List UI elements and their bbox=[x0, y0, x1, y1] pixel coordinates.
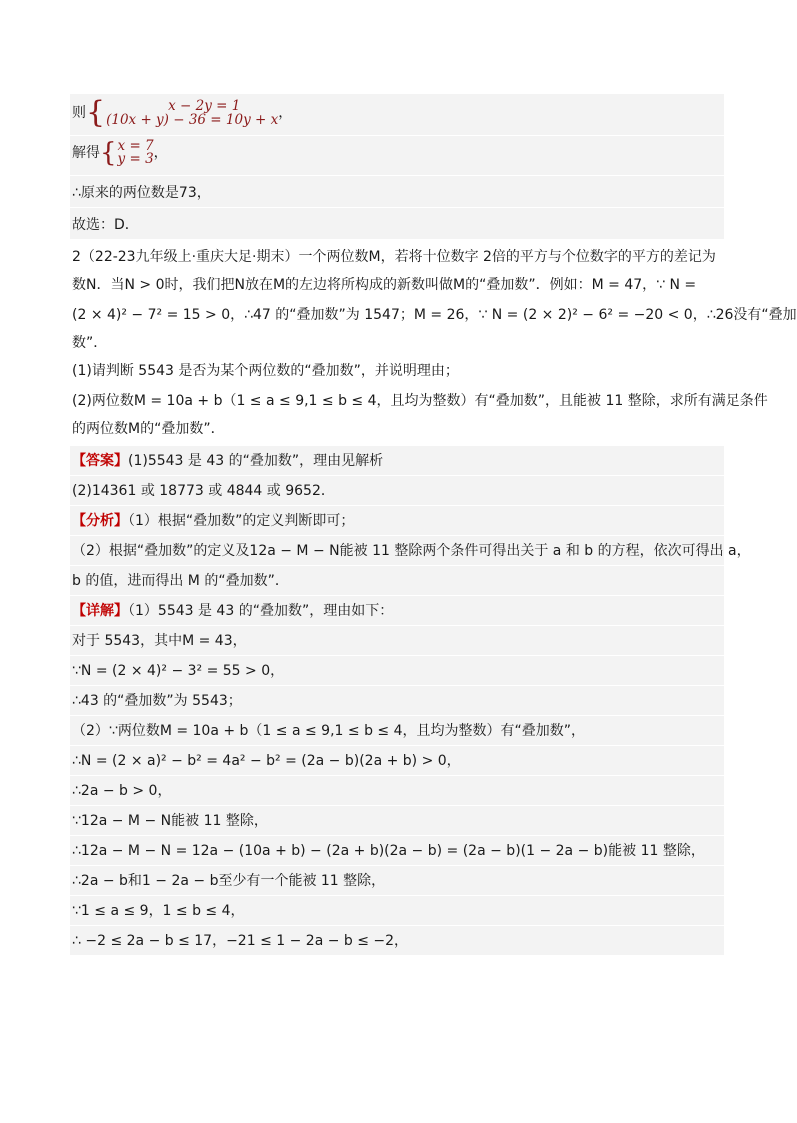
left-brace: { bbox=[100, 138, 117, 168]
left-brace: { bbox=[86, 95, 106, 130]
detail-row-4: ∴43 的“叠加数”为 5543； bbox=[70, 686, 724, 716]
detail-row-10: ∴2a − b和1 − 2a − b至少有一个能被 11 整除， bbox=[70, 866, 724, 896]
document-page bbox=[70, 94, 797, 956]
analysis-row-1 bbox=[70, 506, 724, 536]
equation-system bbox=[86, 95, 279, 130]
comma: ， bbox=[278, 105, 293, 121]
comma: ， bbox=[153, 145, 168, 161]
answer-tag: 【答案】 bbox=[72, 453, 128, 469]
question-part-1: (1)请判断 5543 是否为某个两位数的“叠加数”，并说明理由； bbox=[70, 356, 724, 386]
detail-row-9: ∴12a − M − N = 12a − (10a + b) − (2a + b)(2a − b) = (2a − b)(1 − 2a − b)能被 11 整除， bbox=[70, 836, 724, 866]
detail-row-8: ∵12a − M − N能被 11 整除， bbox=[70, 806, 724, 836]
detail-row-3: ∵N = (2 × 4)² − 3² = 55 > 0， bbox=[70, 656, 724, 686]
analysis-row-2: （2）根据“叠加数”的定义及12a − M − N能被 11 整除两个条件可得出关于 a 和 b 的方程，依次可得出 a， bbox=[70, 536, 724, 566]
solution-row bbox=[70, 136, 724, 176]
detail-row-6: ∴N = (2 × a)² − b² = 4a² − b² = (2a − b)(2a + b) > 0， bbox=[70, 746, 724, 776]
analysis-text-1: （1）根据“叠加数”的定义判断即可； bbox=[128, 513, 355, 529]
question-part-2-cont: 的两位数M的“叠加数”． bbox=[70, 416, 724, 446]
text-then: 则 bbox=[72, 105, 86, 121]
answer-row-1 bbox=[70, 446, 724, 476]
detail-row-7: ∴2a − b > 0， bbox=[70, 776, 724, 806]
detail-row-1 bbox=[70, 596, 724, 626]
system-equation-row bbox=[70, 94, 724, 136]
detail-row-11: ∵1 ≤ a ≤ 9，1 ≤ b ≤ 4， bbox=[70, 896, 724, 926]
question-line-1: 2（22-23九年级上·重庆大足·期末）一个两位数M，若将十位数字 2倍的平方与个位数字的平方的差记为 bbox=[70, 240, 724, 270]
equation-2: (10x + y) − 36 = 10y + x bbox=[106, 112, 279, 128]
answer-text-1: (1)5543 是 43 的“叠加数”，理由见解析 bbox=[128, 453, 384, 469]
detail-row-2: 对于 5543，其中M = 43， bbox=[70, 626, 724, 656]
question-line-4: 数”． bbox=[70, 330, 724, 356]
answer-row-2: (2)14361 或 18773 或 4844 或 9652． bbox=[70, 476, 724, 506]
question-part-2: (2)两位数M = 10a + b（1 ≤ a ≤ 9,1 ≤ b ≤ 4，且均为整数）有“叠加数”，且能被 11 整除，求所有满足条件 bbox=[70, 386, 724, 416]
detail-text-1: （1）5543 是 43 的“叠加数”，理由如下： bbox=[128, 603, 394, 619]
detail-row-5: （2）∵两位数M = 10a + b（1 ≤ a ≤ 9,1 ≤ b ≤ 4，且均为整数）有“叠加数”， bbox=[70, 716, 724, 746]
equation-1: x − 2y = 1 bbox=[168, 98, 241, 114]
solution-system bbox=[100, 140, 154, 166]
solution-y: y = 3 bbox=[117, 151, 154, 167]
detail-tag: 【详解】 bbox=[72, 603, 128, 619]
analysis-row-3: b 的值，进而得出 M 的“叠加数”． bbox=[70, 566, 724, 596]
choice-row: 故选：D． bbox=[70, 208, 724, 240]
detail-row-12: ∴ −2 ≤ 2a − b ≤ 17，−21 ≤ 1 − 2a − b ≤ −2， bbox=[70, 926, 724, 956]
question-line-3: (2 × 4)² − 7² = 15 > 0，∴47 的“叠加数”为 1547；M = 26，∵ N = (2 × 2)² − 6² = −20 < 0，∴26没有“叠加 bbox=[70, 300, 724, 330]
solution-x: x = 7 bbox=[117, 138, 154, 154]
text-solve: 解得 bbox=[72, 145, 100, 161]
conclusion-row: ∴原来的两位数是73， bbox=[70, 176, 724, 208]
question-line-2: 数N．当N > 0时，我们把N放在M的左边将所构成的新数叫做M的“叠加数”．例如：M = 47，∵ N = bbox=[70, 270, 724, 300]
analysis-tag: 【分析】 bbox=[72, 513, 128, 529]
